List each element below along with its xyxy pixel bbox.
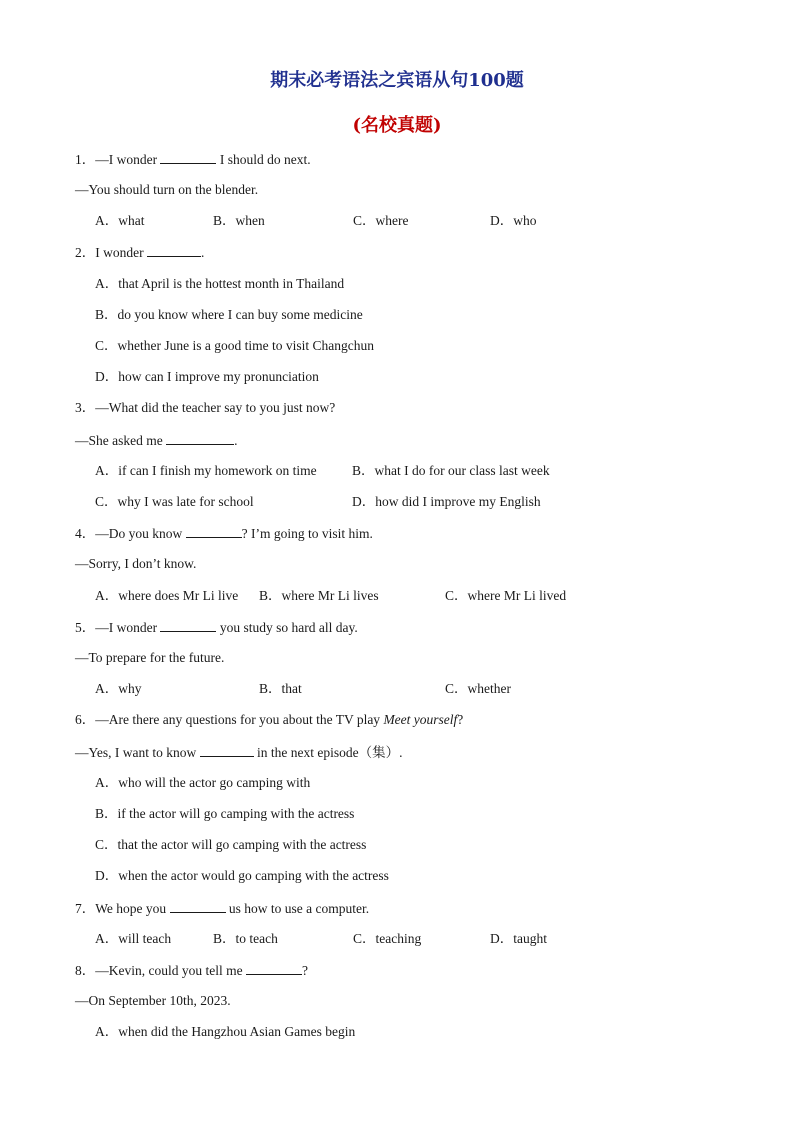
answer-blank xyxy=(200,743,254,757)
q6-option-a: A．who will the actor go camping with xyxy=(95,775,311,790)
answer-blank xyxy=(246,961,302,975)
q4-option-c: C．where Mr Li lived xyxy=(445,588,567,603)
question-8-response: —On September 10th, 2023. xyxy=(75,993,231,1008)
q5-option-a: A．why xyxy=(95,681,142,696)
q2-option-b: B．do you know where I can buy some medicine xyxy=(95,307,363,322)
q2-option-d: D．how can I improve my pronunciation xyxy=(95,369,319,384)
question-3-response: —She asked me . xyxy=(75,433,238,448)
question-6: 6．—Are there any questions for you about the TV play Meet yourself? xyxy=(75,712,464,727)
question-3: 3．—What did the teacher say to you just now? xyxy=(75,400,336,415)
q2-option-a: A．that April is the hottest month in Thailand xyxy=(95,276,345,291)
question-1-response: —You should turn on the blender. xyxy=(75,182,259,197)
q3-option-b: B．what I do for our class last week xyxy=(352,463,550,478)
question-4: 4．—Do you know ? I’m going to visit him. xyxy=(75,526,373,541)
q7-option-d: D．taught xyxy=(490,931,547,946)
q6-option-b: B．if the actor will go camping with the actress xyxy=(95,806,355,821)
question-7: 7．We hope you us how to use a computer. xyxy=(75,901,370,916)
answer-blank xyxy=(166,431,234,445)
q8-option-a: A．when did the Hangzhou Asian Games begin xyxy=(95,1024,356,1039)
q4-option-b: B．where Mr Li lives xyxy=(259,588,379,603)
q1-option-d: D．who xyxy=(490,213,537,228)
answer-blank xyxy=(186,524,242,538)
q7-option-a: A．will teach xyxy=(95,931,172,946)
q5-option-b: B．that xyxy=(259,681,302,696)
q7-option-c: C．teaching xyxy=(353,931,422,946)
question-4-response: —Sorry, I don’t know. xyxy=(75,556,197,571)
question-6-response: —Yes, I want to know in the next episode（集）. xyxy=(75,745,403,760)
q4-option-a: A．where does Mr Li live xyxy=(95,588,239,603)
q1-option-b: B．when xyxy=(213,213,265,228)
question-1: 1．—I wonder I should do next. xyxy=(75,152,311,167)
q5-option-c: C．whether xyxy=(445,681,511,696)
page-title: 期末必考语法之宾语从句100题 xyxy=(270,70,524,91)
question-5-response: —To prepare for the future. xyxy=(75,650,225,665)
page-subtitle: (名校真题) xyxy=(352,115,442,136)
q1-option-a: A．what xyxy=(95,213,145,228)
question-2: 2．I wonder . xyxy=(75,245,205,260)
answer-blank xyxy=(147,243,201,257)
q6-option-c: C．that the actor will go camping with the actress xyxy=(95,837,367,852)
question-8: 8．—Kevin, could you tell me ? xyxy=(75,963,308,978)
question-5: 5．—I wonder you study so hard all day. xyxy=(75,620,358,635)
q2-option-c: C．whether June is a good time to visit Changchun xyxy=(95,338,374,353)
answer-blank xyxy=(160,150,216,164)
q3-option-c: C．why I was late for school xyxy=(95,494,254,509)
q1-option-c: C．where xyxy=(353,213,409,228)
answer-blank xyxy=(170,899,226,913)
q3-option-d: D．how did I improve my English xyxy=(352,494,541,509)
q7-option-b: B．to teach xyxy=(213,931,278,946)
q3-option-a: A．if can I finish my homework on time xyxy=(95,463,317,478)
answer-blank xyxy=(160,618,216,632)
q6-option-d: D．when the actor would go camping with the actress xyxy=(95,868,389,883)
